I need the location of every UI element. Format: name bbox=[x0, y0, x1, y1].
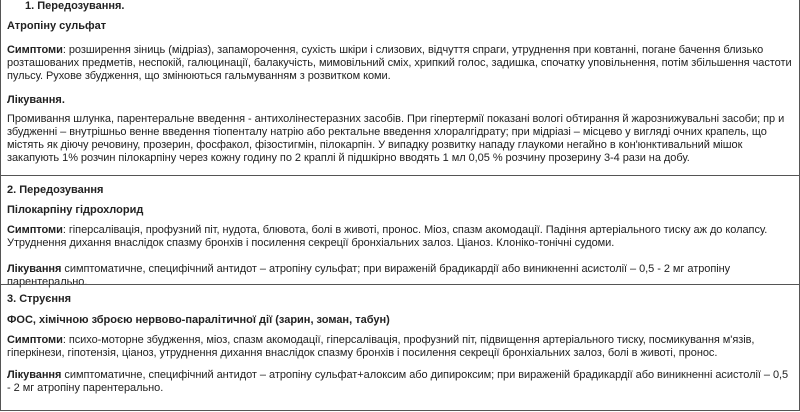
section-1-heading: 1. Передозування. bbox=[25, 0, 125, 12]
section-2 bbox=[1, 175, 799, 288]
symptoms-label: Симптоми bbox=[7, 334, 63, 346]
treatment-text: симптоматичне, специфічний антидот – атропіну сульфат; при вираженій брадикардії або виникненні асистолії – 0,5 - 2 мг атропіну парентерально. bbox=[7, 263, 731, 288]
section-2-drug: Пілокарпіну гідрохлорид bbox=[7, 204, 144, 216]
section-1-symptoms bbox=[7, 44, 793, 83]
symptoms-text: : гіперсалівація, профузний піт, нудота, блювота, болі в животі, пронос. Міоз, спазм акомодації. Падіння артеріального тиску аж до колапсу. Утруднення дихання внаслідок спазму бронхів і посилення секреції бронхіальних залоз. Ціаноз. Клоніко-тонічні судоми. bbox=[7, 224, 768, 249]
symptoms-label: Симптоми bbox=[7, 44, 63, 56]
treatment-label: Лікування bbox=[7, 369, 62, 381]
section-3 bbox=[1, 284, 799, 411]
section-1-treatment-text: Промивання шлунка, парентеральне введення - антихолінестеразних засобів. При гіпертермії показані вологі обтирання й жарознижувальні засоби; пр и збудженні – внутрішньо венне введення тіопенталу натрію або ректальне введення хлоралгідрату; при мідріазі – місцево у вигляді очних крапель, що містять як діючу речовину, прозерин, фосфакол, фізостигмін, пілокарпін. У випадку розвитку нападу глаукоми негайно в кон'юнктивальний мішок закапують 1% розчин пілокарпіну через кожну годину по 2 краплі й підшкірно вводять 1 мл 0,05 % розчину прозерину 3-4 рази на добу. bbox=[7, 113, 785, 164]
section-1-treatment-label: Лікування. bbox=[7, 94, 65, 106]
section-3-drug: ФОС, хімічною зброєю нервово-паралітичної дії (зарин, зоман, табун) bbox=[7, 314, 390, 326]
section-3-symptoms bbox=[7, 334, 793, 360]
treatment-label: Лікування bbox=[7, 263, 62, 275]
section-3-heading: 3. Струєння bbox=[7, 293, 72, 305]
section-2-symptoms bbox=[7, 224, 793, 250]
symptoms-text: : розширення зіниць (мідріаз), запаморочення, сухість шкіри і слизових, відчуття спраги, утруднення при ковтанні, погане бачення близько розташованих предметів, неспокій, галюцинації, балакучість, мимовільний сміх, хрипкий голос, задишка, спочатку уповільнення, потім збільшення частоти пульсу. Рухове збудження, що змінюються гальмуванням з розвитком коми. bbox=[7, 44, 792, 82]
section-1-drug: Атропіну сульфат bbox=[7, 20, 107, 32]
treatment-text: симптоматичне, специфічний антидот – атропіну сульфат+алоксим або дипироксим; при вираженій брадикардії або виникненні асистолії – 0,5 - 2 мг атропіну парентерально. bbox=[7, 369, 789, 394]
symptoms-label: Симптоми bbox=[7, 224, 63, 236]
section-3-treatment bbox=[7, 369, 793, 395]
section-2-heading: 2. Передозування bbox=[7, 184, 104, 196]
symptoms-text: : психо-моторне збудження, міоз, спазм акомодації, гіперсалівація, профузний піт, підвищення артеріального тиску, посмикування м'язів, гіперкінези, гіпотензія, ціаноз, утруднення дихання внаслідок спазму бронхів і посилення секреції бронхіальних залоз, болі в животі, пронос. bbox=[7, 334, 755, 359]
section-1 bbox=[1, 0, 799, 176]
